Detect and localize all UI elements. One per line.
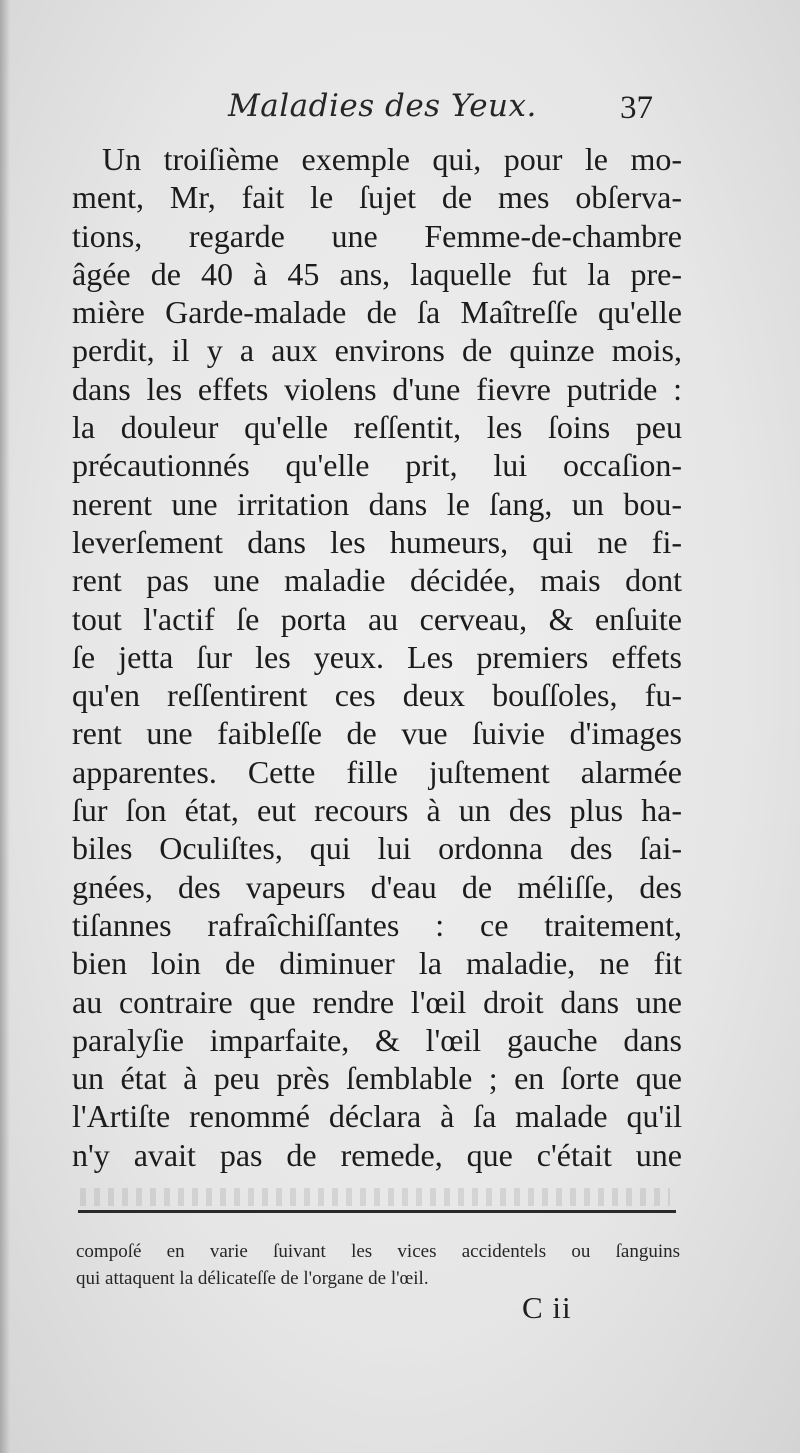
text-line: gnées, des vapeurs d'eau de méliſſe, des — [72, 868, 682, 905]
text-line: dans les effets violens d'une fievre putride : — [72, 370, 682, 407]
footnote-line: qui attaquent la délicateſſe de l'organe de l'œil. — [76, 1268, 429, 1289]
footnote-line: compoſé en varie ſuivant les vices accidentels ou ſanguins — [76, 1241, 680, 1262]
text-line: rent une faibleſſe de vue ſuivie d'images — [72, 715, 682, 752]
body-text — [72, 140, 682, 1174]
text-line: bien loin de diminuer la maladie, ne fit — [72, 945, 682, 982]
running-title: Maladies des Yeux. — [228, 88, 537, 124]
text-line: au contraire que rendre l'œil droit dans une — [72, 983, 682, 1020]
text-line: biles Oculiſtes, qui lui ordonna des ſai- — [72, 830, 682, 867]
footnotes — [76, 1238, 680, 1292]
page-number: 37 — [620, 90, 653, 126]
text-line: apparentes. Cette fille juſtement alarmée — [72, 753, 682, 790]
signature-mark: C ii — [522, 1290, 572, 1325]
text-line: n'y avait pas de remede, que c'était une — [72, 1136, 682, 1173]
text-line: tiſannes rafraîchiſſantes : ce traitement, — [72, 906, 682, 943]
text-line: mière Garde-malade de ſa Maîtreſſe qu'elle — [72, 294, 682, 331]
text-line: tions, regarde une Femme-de-chambre — [72, 217, 682, 254]
text-line: ſe jetta ſur les yeux. Les premiers effets — [72, 638, 682, 675]
text-line: ſur ſon état, eut recours à un des plus ha- — [72, 792, 682, 829]
text-line: paralyſie imparfaite, & l'œil gauche dans — [72, 1021, 682, 1058]
bleed-through-text — [80, 1188, 670, 1206]
text-line: qu'en reſſentirent ces deux bouſſoles, fu- — [72, 677, 682, 714]
text-line: âgée de 40 à 45 ans, laquelle fut la pre- — [72, 255, 682, 292]
text-line: perdit, il y a aux environs de quinze mois, — [72, 332, 682, 369]
text-line: leverſement dans les humeurs, qui ne fi- — [72, 523, 682, 560]
text-line: tout l'actif ſe porta au cerveau, & enſuite — [72, 600, 682, 637]
text-line: nerent une irritation dans le ſang, un bou- — [72, 485, 682, 522]
footnote-separator-rule — [78, 1210, 676, 1213]
text-line: l'Artiſte renommé déclara à ſa malade qu'il — [72, 1098, 682, 1135]
text-line: un état à peu près ſemblable ; en ſorte que — [72, 1060, 682, 1097]
text-line: précautionnés qu'elle prit, lui occaſion- — [72, 447, 682, 484]
page-gutter-shadow — [0, 0, 10, 1453]
text-line: Un troiſième exemple qui, pour le mo- — [102, 141, 682, 177]
text-line: ment, Mr, fait le ſujet de mes obſerva- — [72, 179, 682, 216]
text-line: rent pas une maladie décidée, mais dont — [72, 562, 682, 599]
text-line: la douleur qu'elle reſſentit, les ſoins peu — [72, 409, 682, 446]
page-header — [0, 88, 800, 138]
